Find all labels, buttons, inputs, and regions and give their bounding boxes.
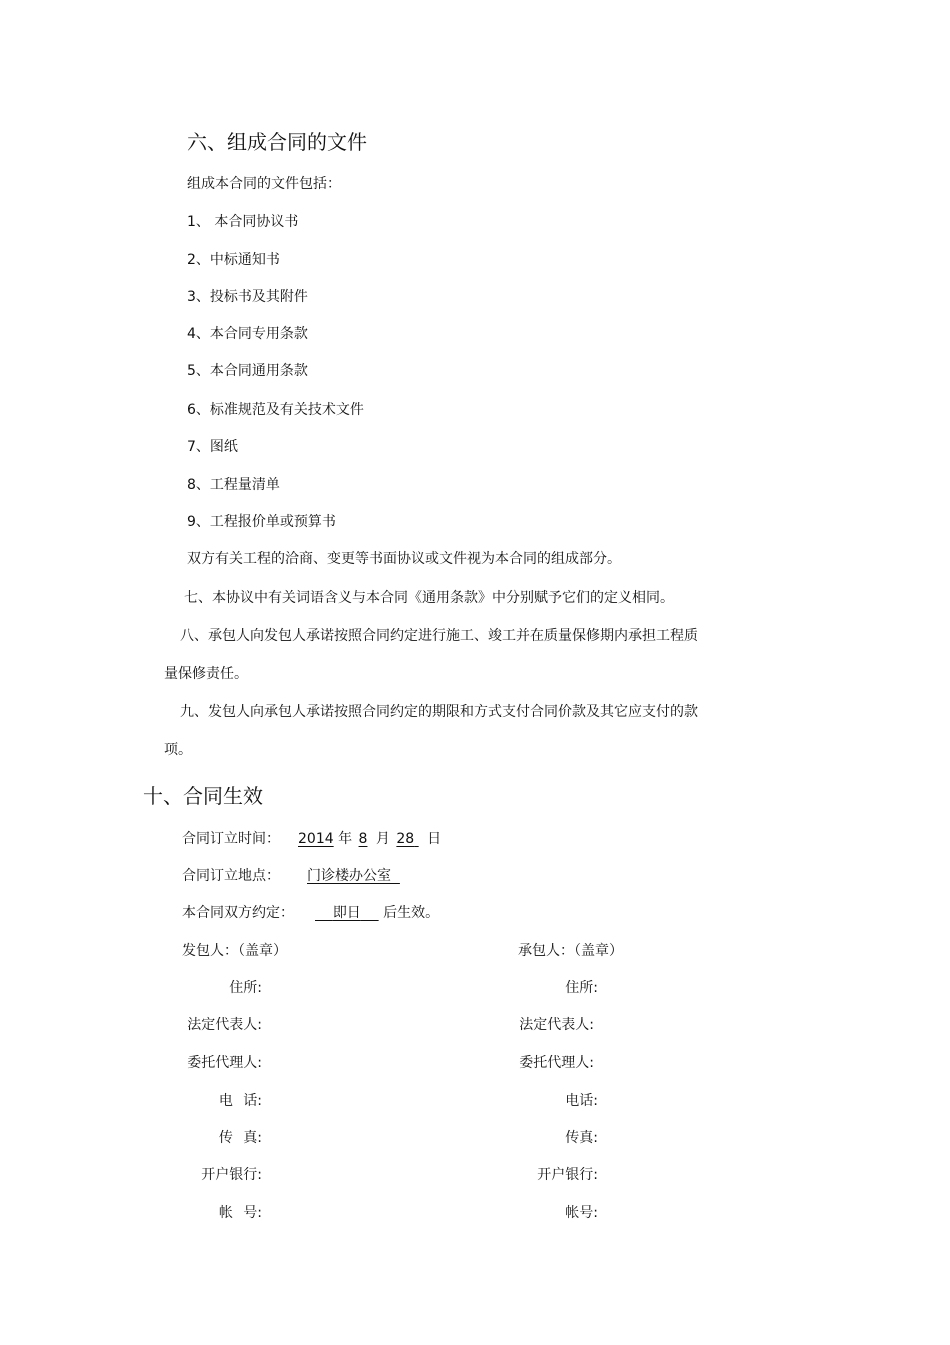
employer-bank: 开户银行: [201,1167,262,1183]
contractor-address: 住所: [565,980,598,996]
list-item: 1、 本合同协议书 [187,214,299,230]
list-item: 8、工程量清单 [187,477,280,493]
list-item: 5、本合同通用条款 [187,363,308,379]
employer-account: 帐 号: [218,1205,262,1221]
employer-legal-rep: 法定代表人: [187,1017,262,1033]
employer-agent: 委托代理人: [187,1055,262,1071]
section-6-intro: 组成本合同的文件包括： [187,176,341,192]
sign-time-label: 合同订立时间： [182,831,280,847]
month-unit: 月 [375,831,390,847]
sign-day: 28 [396,831,415,847]
day-unit: 日 [427,831,442,847]
employer-fax: 传 真: [218,1130,262,1146]
year-unit: 年 [338,831,353,847]
section-6-heading: 六、组成合同的文件 [187,130,367,154]
contractor-phone: 电话: [565,1093,598,1109]
employer-title: 发包人：（盖章） [182,943,287,959]
section-10-heading: 十、合同生效 [143,784,263,808]
contractor-bank: 开户银行: [537,1167,598,1183]
contractor-account: 帐号: [565,1205,598,1221]
section-9-line-2: 项。 [164,742,192,758]
section-8-line-2: 量保修责任。 [164,666,248,682]
employer-address: 住所: [229,980,262,996]
section-9-line-1: 九、发包人向承包人承诺按照合同约定的期限和方式支付合同价款及其它应支付的款 [180,704,698,720]
employer-phone: 电 话: [218,1093,262,1109]
sign-place-label: 合同订立地点： [182,868,280,884]
section-7-text: 七、本协议中有关词语含义与本合同《通用条款》中分别赋予它们的定义相同。 [184,590,674,606]
list-item: 6、标准规范及有关技术文件 [187,402,364,418]
section-8-line-1: 八、承包人向发包人承诺按照合同约定进行施工、竣工并在质量保修期内承担工程质 [180,628,698,644]
list-item: 4、本合同专用条款 [187,326,308,342]
sign-year: 2014 [298,831,334,847]
contractor-fax: 传真: [565,1130,598,1146]
contractor-title: 承包人：（盖章） [518,943,623,959]
contractor-agent: 委托代理人: [519,1055,594,1071]
agreement-label: 本合同双方约定： [182,905,294,921]
list-item: 9、工程报价单或预算书 [187,514,336,530]
agreement-value-wrap [315,903,439,923]
list-item: 3、投标书及其附件 [187,289,308,305]
list-item: 2、中标通知书 [187,252,280,268]
sign-date [298,829,441,849]
list-item: 7、图纸 [187,439,238,455]
contractor-legal-rep: 法定代表人: [519,1017,594,1033]
section-6-note: 双方有关工程的洽商、变更等书面协议或文件视为本合同的组成部分。 [187,551,621,567]
agreement-suffix: 后生效。 [383,905,440,921]
sign-month: 8 [358,831,368,847]
sign-place-value [307,866,400,886]
sign-place: 门诊楼办公室 [307,868,391,884]
agreement-value: 即日 [332,905,361,921]
